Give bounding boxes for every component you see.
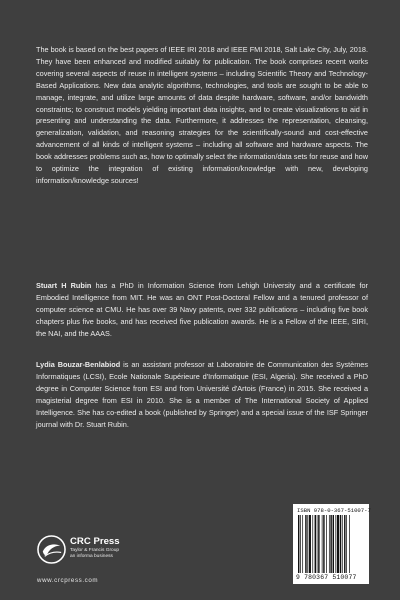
barcode-stripe [318,515,319,573]
author-bio-text-rubin: has a PhD in Information Science from Lehigh University and a certificate for Embodied Intelligence from MIT. He was an ONT Post-Doctoral Fellow and a tenured professor of computer science at CMU. He has over 39 Navy patents, over 332 publications – including five book chapters plus five books, and has received five publication awards. He is a Fellow of the IEEE, SIRI, the NAI, and the AAAS. [36,281,368,338]
barcode-stripe [329,515,330,573]
barcode-stripe [349,515,350,573]
barcode-stripe [317,515,318,573]
barcode-stripe [344,515,345,573]
barcode-stripe [307,515,308,573]
barcode-stripe [305,515,306,573]
author-name-bouzar: Lydia Bouzar-Benlabiod [36,360,121,369]
publisher-url: www.crcpress.com [37,577,99,584]
barcode-stripe [323,515,324,573]
book-description: The book is based on the best papers of IEEE IRI 2018 and IEEE FMI 2018, Salt Lake City, July, 2018. They have been enhanced and modified suitably for publication. The book comprises recent works covering several aspects of reuse in intelligent systems – including Scientific Theory and Technology-Based Applications. New data analytic algorithms, technologies, and tools are sought to be able to manage, integrate, and utilize large amounts of data despite hardware, software, and/or bandwidth constraints; to construct models yielding important data insights, and to create visualizations to aid in presenting and understanding the data. Furthermore, it addresses the representation, cleansing, generalization, validation, and reasoning strategies for the scientifically-sound and cost-effective advancement of all kinds of intelligent systems – including all software and hardware aspects. The book addresses problems such as, how to optimally select the information/data sets for reuse and how to optimize the integration of existing information/knowledge with new, developing information/knowledge sources! [36,45,368,185]
barcode-stripe [315,515,316,573]
barcode-stripe [326,515,327,573]
isbn-label: ISBN 978-0-367-51007-7 [297,507,371,514]
isbn-barcode [293,504,369,584]
barcode-stripe [333,515,334,573]
crc-press-logo-icon [37,535,66,564]
barcode-icon [298,515,365,573]
barcode-stripe [330,515,331,573]
author-bio-bouzar [36,359,368,430]
barcode-stripe [342,515,343,573]
publisher-tagline: an informa business [70,554,113,559]
barcode-stripe [340,515,341,573]
author-bio-rubin [36,280,368,340]
publisher-group: Taylor & Francis Group [70,548,120,553]
publisher-name: CRC Press [70,536,120,547]
barcode-stripe [337,515,339,573]
barcode-stripe [312,515,313,573]
barcode-stripe [298,515,299,573]
barcode-stripe [322,515,323,573]
author-bio-text-bouzar: is an assistant professor at Laboratoire de Communication des Systèmes Informatiques (LCSI), Ecole Nationale Supérieure d'Informatique (ESI, Algeria). She received a PhD degree in Computer Science from ESI and from Université d'Artois (France) in 2015. She received a magisterial degree from ESI in 2010. She is a member of The International Society of Applied Intelligence. She has co-edited a book (published by Springer) and a special issue of the ISF Springer journal with Dr. Stuart Rubin. [36,360,369,429]
barcode-number: 9 780367 510077 [296,574,357,581]
barcode-stripe [346,515,347,573]
author-name-rubin: Stuart H Rubin [36,281,92,290]
publisher-block [37,534,147,574]
barcode-stripe [300,515,301,573]
barcode-stripe [309,515,311,573]
barcode-stripe [335,515,336,573]
barcode-stripe [302,515,303,573]
